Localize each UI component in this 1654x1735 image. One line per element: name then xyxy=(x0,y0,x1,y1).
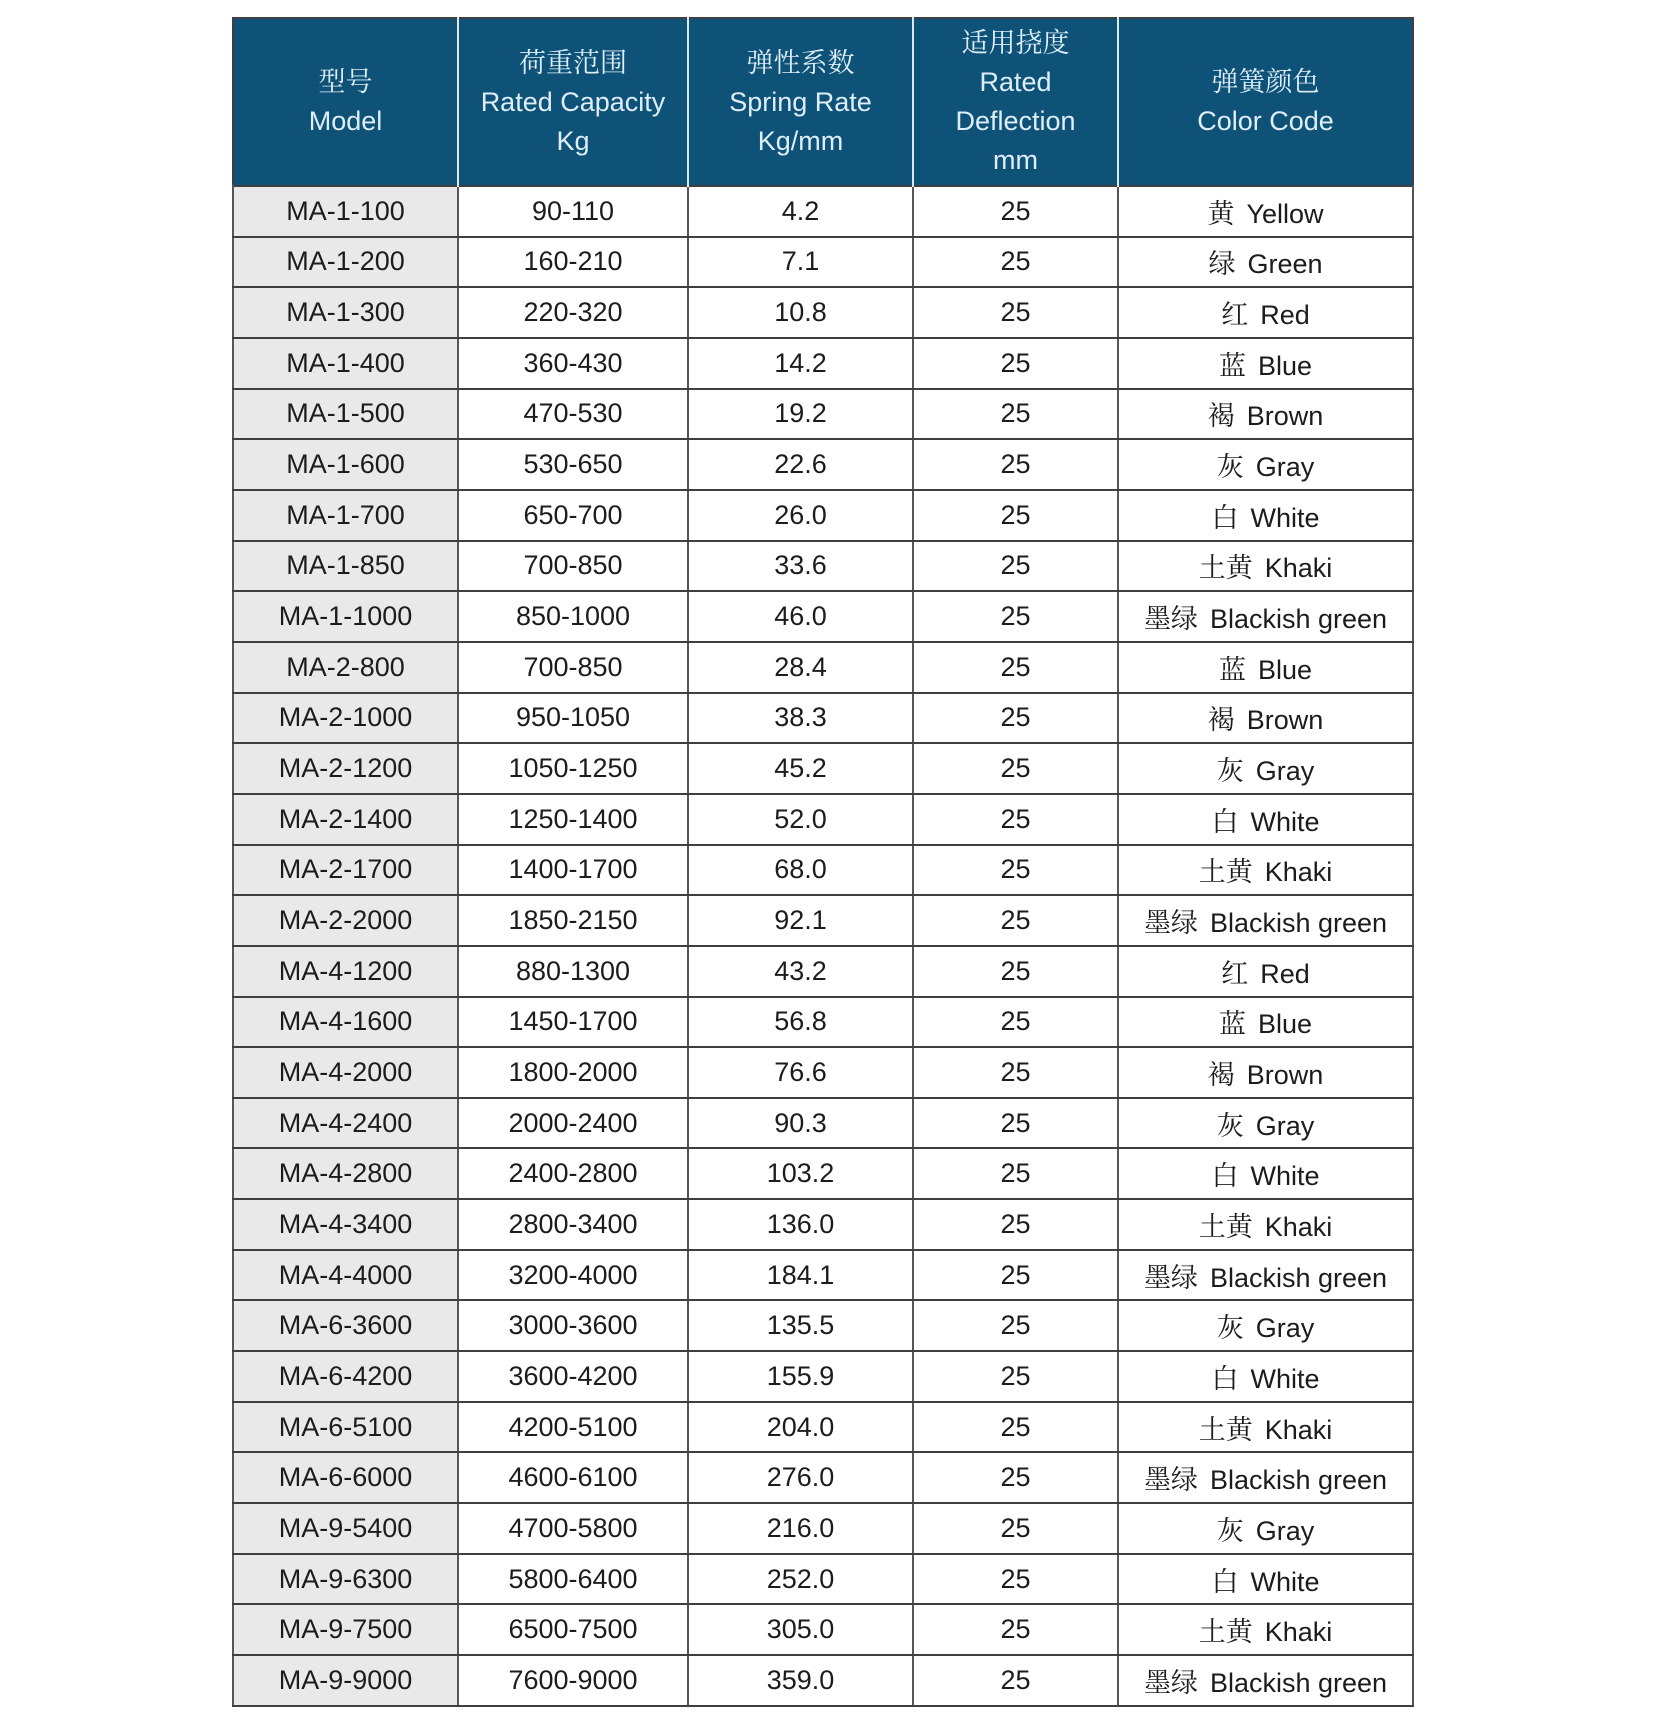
model-cell: MA-1-300 xyxy=(233,287,458,338)
color-code-cell xyxy=(1118,1604,1413,1655)
color-code-cell xyxy=(1118,439,1413,490)
deflection-cell: 25 xyxy=(913,1250,1118,1301)
table-row xyxy=(233,1554,1413,1605)
capacity-cell: 530-650 xyxy=(458,439,688,490)
color-name-en: White xyxy=(1250,1161,1320,1192)
color-code-cell xyxy=(1118,693,1413,744)
color-code-cell xyxy=(1118,642,1413,693)
color-name-zh: 墨绿 xyxy=(1143,1668,1198,1699)
color-name-zh: 褐 xyxy=(1207,705,1235,736)
model-cell: MA-4-2800 xyxy=(233,1148,458,1199)
color-name-zh: 土黄 xyxy=(1198,1211,1253,1242)
color-code-cell xyxy=(1118,389,1413,440)
color-code-cell xyxy=(1118,1250,1413,1301)
capacity-cell: 950-1050 xyxy=(458,693,688,744)
table-row xyxy=(233,591,1413,642)
model-cell: MA-1-850 xyxy=(233,541,458,592)
color-name-zh: 红 xyxy=(1221,958,1249,989)
column-header-model xyxy=(233,18,458,186)
table-row xyxy=(233,1250,1413,1301)
capacity-cell: 90-110 xyxy=(458,186,688,237)
capacity-cell: 360-430 xyxy=(458,338,688,389)
spec-table xyxy=(232,17,1414,1707)
color-name-zh: 红 xyxy=(1221,300,1249,331)
spring-rate-cell: 46.0 xyxy=(688,591,913,642)
color-name-zh: 褐 xyxy=(1207,401,1235,432)
color-name-en: White xyxy=(1250,806,1320,837)
color-name-zh: 褐 xyxy=(1207,1059,1235,1090)
column-header-capacity xyxy=(458,18,688,186)
model-cell: MA-6-3600 xyxy=(233,1300,458,1351)
deflection-cell: 25 xyxy=(913,997,1118,1048)
deflection-cell: 25 xyxy=(913,591,1118,642)
model-cell: MA-9-9000 xyxy=(233,1655,458,1706)
model-cell: MA-4-2400 xyxy=(233,1098,458,1149)
spring-rate-cell: 305.0 xyxy=(688,1604,913,1655)
color-name-zh: 墨绿 xyxy=(1143,604,1198,635)
color-code-cell xyxy=(1118,1452,1413,1503)
model-cell: MA-1-1000 xyxy=(233,591,458,642)
deflection-cell: 25 xyxy=(913,1098,1118,1149)
color-code-cell xyxy=(1118,743,1413,794)
model-cell: MA-6-4200 xyxy=(233,1351,458,1402)
model-cell: MA-4-1200 xyxy=(233,946,458,997)
table-row xyxy=(233,743,1413,794)
color-name-en: Blackish green xyxy=(1209,1465,1388,1496)
model-cell: MA-9-5400 xyxy=(233,1503,458,1554)
spring-rate-cell: 216.0 xyxy=(688,1503,913,1554)
color-name-zh: 土黄 xyxy=(1198,1617,1253,1648)
color-code-cell xyxy=(1118,1199,1413,1250)
table-row xyxy=(233,794,1413,845)
color-name-en: Blackish green xyxy=(1209,1668,1388,1699)
deflection-cell: 25 xyxy=(913,1199,1118,1250)
color-name-en: Brown xyxy=(1246,1059,1324,1090)
table-row xyxy=(233,1300,1413,1351)
capacity-cell: 4600-6100 xyxy=(458,1452,688,1503)
color-name-en: Gray xyxy=(1255,1515,1315,1546)
color-code-cell xyxy=(1118,338,1413,389)
color-code-cell xyxy=(1118,1098,1413,1149)
table-row xyxy=(233,237,1413,288)
deflection-cell: 25 xyxy=(913,1655,1118,1706)
model-cell: MA-6-5100 xyxy=(233,1402,458,1453)
header-line: Color Code xyxy=(1197,106,1334,136)
model-cell: MA-1-600 xyxy=(233,439,458,490)
spring-rate-cell: 103.2 xyxy=(688,1148,913,1199)
deflection-cell: 25 xyxy=(913,186,1118,237)
deflection-cell: 25 xyxy=(913,1604,1118,1655)
spring-rate-cell: 14.2 xyxy=(688,338,913,389)
capacity-cell: 850-1000 xyxy=(458,591,688,642)
capacity-cell: 7600-9000 xyxy=(458,1655,688,1706)
capacity-cell: 1050-1250 xyxy=(458,743,688,794)
color-code-cell xyxy=(1118,490,1413,541)
capacity-cell: 1250-1400 xyxy=(458,794,688,845)
spring-rate-cell: 10.8 xyxy=(688,287,913,338)
color-name-zh: 墨绿 xyxy=(1143,1262,1198,1293)
color-name-en: Red xyxy=(1260,958,1310,989)
deflection-cell: 25 xyxy=(913,895,1118,946)
capacity-cell: 700-850 xyxy=(458,541,688,592)
color-name-zh: 黄 xyxy=(1207,198,1235,229)
model-cell: MA-2-2000 xyxy=(233,895,458,946)
capacity-cell: 2800-3400 xyxy=(458,1199,688,1250)
color-name-zh: 白 xyxy=(1211,806,1239,837)
header-line: mm xyxy=(993,145,1038,175)
color-code-cell xyxy=(1118,845,1413,896)
color-name-en: Brown xyxy=(1246,705,1324,736)
color-name-en: Blue xyxy=(1257,654,1313,685)
color-name-zh: 白 xyxy=(1211,1566,1239,1597)
spring-rate-cell: 56.8 xyxy=(688,997,913,1048)
deflection-cell: 25 xyxy=(913,237,1118,288)
color-name-en: Blackish green xyxy=(1209,908,1388,939)
table-row xyxy=(233,1199,1413,1250)
color-code-cell xyxy=(1118,1402,1413,1453)
deflection-cell: 25 xyxy=(913,338,1118,389)
color-name-en: Yellow xyxy=(1246,198,1324,229)
deflection-cell: 25 xyxy=(913,1452,1118,1503)
model-cell: MA-2-800 xyxy=(233,642,458,693)
capacity-cell: 220-320 xyxy=(458,287,688,338)
color-name-en: Khaki xyxy=(1264,1617,1333,1648)
color-code-cell xyxy=(1118,186,1413,237)
color-name-zh: 蓝 xyxy=(1218,1009,1246,1040)
header-line: 型号 xyxy=(318,67,373,97)
table-row xyxy=(233,693,1413,744)
header-line: Spring Rate xyxy=(729,86,872,117)
spring-rate-cell: 19.2 xyxy=(688,389,913,440)
capacity-cell: 470-530 xyxy=(458,389,688,440)
color-name-en: Khaki xyxy=(1264,1211,1333,1242)
deflection-cell: 25 xyxy=(913,693,1118,744)
color-name-en: Red xyxy=(1260,300,1310,331)
table-row xyxy=(233,186,1413,237)
spring-rate-cell: 184.1 xyxy=(688,1250,913,1301)
color-name-zh: 灰 xyxy=(1216,1313,1244,1344)
header-line: Model xyxy=(308,106,383,136)
color-code-cell xyxy=(1118,237,1413,288)
spring-rate-cell: 359.0 xyxy=(688,1655,913,1706)
model-cell: MA-9-6300 xyxy=(233,1554,458,1605)
spring-rate-cell: 136.0 xyxy=(688,1199,913,1250)
color-code-cell xyxy=(1118,1300,1413,1351)
column-header-color xyxy=(1118,18,1413,186)
model-cell: MA-1-500 xyxy=(233,389,458,440)
header-line: 弹簧颜色 xyxy=(1211,67,1320,97)
capacity-cell: 1850-2150 xyxy=(458,895,688,946)
deflection-cell: 25 xyxy=(913,1402,1118,1453)
spring-rate-cell: 7.1 xyxy=(688,237,913,288)
deflection-cell: 25 xyxy=(913,439,1118,490)
table-row xyxy=(233,490,1413,541)
table-row xyxy=(233,389,1413,440)
deflection-cell: 25 xyxy=(913,1351,1118,1402)
color-code-cell xyxy=(1118,1351,1413,1402)
color-name-zh: 灰 xyxy=(1216,1110,1244,1141)
capacity-cell: 4200-5100 xyxy=(458,1402,688,1453)
color-name-en: White xyxy=(1250,502,1320,533)
spring-rate-cell: 276.0 xyxy=(688,1452,913,1503)
color-name-zh: 白 xyxy=(1211,1161,1239,1192)
color-name-zh: 蓝 xyxy=(1218,350,1246,381)
deflection-cell: 25 xyxy=(913,794,1118,845)
header-line: 适用挠度 xyxy=(961,28,1070,58)
color-name-zh: 土黄 xyxy=(1198,1414,1253,1445)
table-row xyxy=(233,997,1413,1048)
color-code-cell xyxy=(1118,1047,1413,1098)
model-cell: MA-4-3400 xyxy=(233,1199,458,1250)
table-row xyxy=(233,895,1413,946)
color-name-en: Brown xyxy=(1246,401,1324,432)
spring-rate-cell: 28.4 xyxy=(688,642,913,693)
model-cell: MA-4-4000 xyxy=(233,1250,458,1301)
spring-rate-cell: 22.6 xyxy=(688,439,913,490)
spring-rate-cell: 26.0 xyxy=(688,490,913,541)
deflection-cell: 25 xyxy=(913,1503,1118,1554)
color-name-en: Gray xyxy=(1255,756,1315,787)
model-cell: MA-1-700 xyxy=(233,490,458,541)
spring-rate-cell: 4.2 xyxy=(688,186,913,237)
spring-rate-cell: 92.1 xyxy=(688,895,913,946)
deflection-cell: 25 xyxy=(913,287,1118,338)
model-cell: MA-2-1000 xyxy=(233,693,458,744)
color-name-en: Green xyxy=(1247,249,1323,280)
spring-rate-cell: 38.3 xyxy=(688,693,913,744)
capacity-cell: 2400-2800 xyxy=(458,1148,688,1199)
color-name-en: White xyxy=(1250,1363,1320,1394)
table-row xyxy=(233,1148,1413,1199)
color-name-zh: 灰 xyxy=(1216,452,1244,483)
table-row xyxy=(233,1503,1413,1554)
column-header-deflection xyxy=(913,18,1118,186)
deflection-cell: 25 xyxy=(913,1047,1118,1098)
capacity-cell: 700-850 xyxy=(458,642,688,693)
color-name-en: Blue xyxy=(1257,350,1313,381)
color-name-en: Gray xyxy=(1255,1110,1315,1141)
capacity-cell: 3600-4200 xyxy=(458,1351,688,1402)
spring-rate-cell: 45.2 xyxy=(688,743,913,794)
model-cell: MA-4-2000 xyxy=(233,1047,458,1098)
header-line: 荷重范围 xyxy=(519,47,627,78)
color-name-zh: 绿 xyxy=(1208,249,1236,280)
color-code-cell xyxy=(1118,1148,1413,1199)
deflection-cell: 25 xyxy=(913,541,1118,592)
color-name-en: Blackish green xyxy=(1209,604,1388,635)
spring-rate-cell: 90.3 xyxy=(688,1098,913,1149)
color-name-zh: 土黄 xyxy=(1198,553,1253,584)
color-name-zh: 灰 xyxy=(1216,756,1244,787)
spring-rate-cell: 43.2 xyxy=(688,946,913,997)
color-name-zh: 白 xyxy=(1211,1363,1239,1394)
model-cell: MA-1-200 xyxy=(233,237,458,288)
color-code-cell xyxy=(1118,1655,1413,1706)
table-row xyxy=(233,1047,1413,1098)
capacity-cell: 880-1300 xyxy=(458,946,688,997)
model-cell: MA-1-100 xyxy=(233,186,458,237)
deflection-cell: 25 xyxy=(913,946,1118,997)
capacity-cell: 160-210 xyxy=(458,237,688,288)
table-row xyxy=(233,1402,1413,1453)
model-cell: MA-9-7500 xyxy=(233,1604,458,1655)
color-name-en: Khaki xyxy=(1264,553,1333,584)
model-cell: MA-2-1400 xyxy=(233,794,458,845)
deflection-cell: 25 xyxy=(913,1554,1118,1605)
spring-rate-cell: 204.0 xyxy=(688,1402,913,1453)
color-name-en: Blackish green xyxy=(1209,1262,1388,1293)
color-name-en: Gray xyxy=(1255,1313,1315,1344)
table-body xyxy=(233,186,1413,1706)
color-code-cell xyxy=(1118,591,1413,642)
header-line: Kg xyxy=(556,125,590,156)
color-name-zh: 灰 xyxy=(1216,1515,1244,1546)
table-row xyxy=(233,1351,1413,1402)
color-code-cell xyxy=(1118,997,1413,1048)
spring-rate-cell: 155.9 xyxy=(688,1351,913,1402)
model-cell: MA-2-1200 xyxy=(233,743,458,794)
table-row xyxy=(233,845,1413,896)
capacity-cell: 1450-1700 xyxy=(458,997,688,1048)
capacity-cell: 2000-2400 xyxy=(458,1098,688,1149)
header-line: 弹性系数 xyxy=(746,47,855,78)
table-row xyxy=(233,1452,1413,1503)
spring-rate-cell: 68.0 xyxy=(688,845,913,896)
color-name-zh: 蓝 xyxy=(1218,654,1246,685)
model-cell: MA-1-400 xyxy=(233,338,458,389)
spring-rate-cell: 252.0 xyxy=(688,1554,913,1605)
table-row xyxy=(233,1655,1413,1706)
header-row xyxy=(233,18,1413,186)
deflection-cell: 25 xyxy=(913,845,1118,896)
table-header xyxy=(233,18,1413,186)
deflection-cell: 25 xyxy=(913,490,1118,541)
deflection-cell: 25 xyxy=(913,389,1118,440)
capacity-cell: 3000-3600 xyxy=(458,1300,688,1351)
capacity-cell: 1800-2000 xyxy=(458,1047,688,1098)
spring-rate-cell: 52.0 xyxy=(688,794,913,845)
color-name-zh: 白 xyxy=(1211,502,1239,533)
model-cell: MA-6-6000 xyxy=(233,1452,458,1503)
header-line: Rated Capacity xyxy=(480,86,666,117)
color-code-cell xyxy=(1118,1554,1413,1605)
color-code-cell xyxy=(1118,541,1413,592)
color-code-cell xyxy=(1118,794,1413,845)
spring-rate-cell: 135.5 xyxy=(688,1300,913,1351)
color-name-zh: 墨绿 xyxy=(1143,908,1198,939)
color-name-en: Blue xyxy=(1257,1009,1313,1040)
color-name-zh: 墨绿 xyxy=(1143,1465,1198,1496)
model-cell: MA-4-1600 xyxy=(233,997,458,1048)
capacity-cell: 4700-5800 xyxy=(458,1503,688,1554)
color-name-zh: 土黄 xyxy=(1198,857,1253,888)
model-cell: MA-2-1700 xyxy=(233,845,458,896)
deflection-cell: 25 xyxy=(913,1300,1118,1351)
color-name-en: Khaki xyxy=(1264,1414,1333,1445)
color-name-en: Gray xyxy=(1255,452,1315,483)
capacity-cell: 1400-1700 xyxy=(458,845,688,896)
deflection-cell: 25 xyxy=(913,743,1118,794)
table-row xyxy=(233,287,1413,338)
capacity-cell: 6500-7500 xyxy=(458,1604,688,1655)
color-code-cell xyxy=(1118,287,1413,338)
color-name-en: White xyxy=(1250,1566,1320,1597)
table-row xyxy=(233,946,1413,997)
capacity-cell: 650-700 xyxy=(458,490,688,541)
deflection-cell: 25 xyxy=(913,642,1118,693)
color-code-cell xyxy=(1118,946,1413,997)
header-line: Deflection xyxy=(955,106,1076,136)
table-row xyxy=(233,1098,1413,1149)
capacity-cell: 5800-6400 xyxy=(458,1554,688,1605)
spring-rate-cell: 76.6 xyxy=(688,1047,913,1098)
table-row xyxy=(233,439,1413,490)
table-row xyxy=(233,1604,1413,1655)
header-line: Rated xyxy=(979,67,1052,97)
spring-rate-cell: 33.6 xyxy=(688,541,913,592)
column-header-rate xyxy=(688,18,913,186)
capacity-cell: 3200-4000 xyxy=(458,1250,688,1301)
table-row xyxy=(233,541,1413,592)
color-code-cell xyxy=(1118,895,1413,946)
color-code-cell xyxy=(1118,1503,1413,1554)
color-name-en: Khaki xyxy=(1264,857,1333,888)
table-row xyxy=(233,642,1413,693)
deflection-cell: 25 xyxy=(913,1148,1118,1199)
header-line: Kg/mm xyxy=(757,125,844,156)
table-row xyxy=(233,338,1413,389)
